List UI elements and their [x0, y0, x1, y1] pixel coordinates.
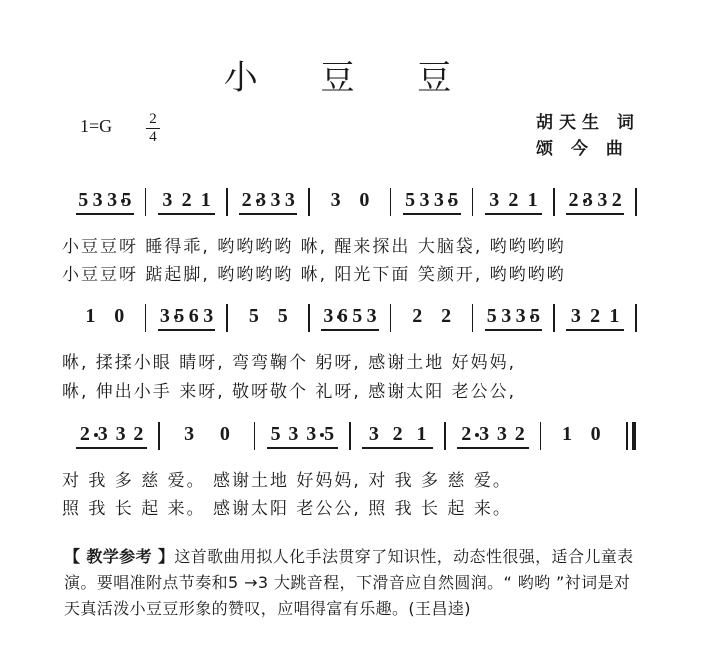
bar-line [472, 304, 474, 332]
note: 3 [570, 305, 581, 327]
note: 1 [416, 423, 427, 445]
bar-line [349, 422, 351, 450]
note: 3 [92, 189, 103, 211]
note: 3 [496, 423, 507, 445]
note: 3 [284, 189, 295, 211]
note: 3 [184, 423, 195, 445]
beam-line [76, 213, 134, 215]
note: 3 [330, 189, 341, 211]
time-signature-top: 2 [149, 111, 157, 127]
note: 5 [352, 305, 363, 327]
song-title: 小 豆 豆 [223, 58, 478, 98]
note: 5 [174, 305, 185, 327]
beam-line [403, 213, 461, 215]
note: 2 [514, 423, 525, 445]
beam-line [485, 329, 543, 331]
beam-line [321, 329, 379, 331]
note: 1 [85, 305, 96, 327]
note: 1 [609, 305, 620, 327]
beam-line [362, 447, 433, 449]
bar-line [308, 304, 310, 332]
note: 2 [508, 189, 519, 211]
beam-line [485, 213, 543, 215]
bar-line [308, 188, 310, 216]
note: 3 [162, 189, 173, 211]
score-row-1 [64, 190, 636, 220]
beam-line [239, 213, 297, 215]
row1-lyrics-verse2: 小豆豆呀 踮起脚, 哟哟哟哟 咻, 阳光下面 笑颜开, 哟哟哟哟 [62, 265, 566, 285]
note: 1 [527, 189, 538, 211]
bar-line [226, 188, 228, 216]
note: 3 [306, 423, 317, 445]
bar-line [444, 422, 446, 450]
note: 3 [597, 189, 608, 211]
note: 0 [590, 423, 601, 445]
note: 3 [288, 423, 299, 445]
note: 3 [256, 189, 267, 211]
note: 3 [501, 305, 512, 327]
bar-line [632, 422, 636, 450]
beam-line [566, 213, 624, 215]
note: 5 [277, 305, 288, 327]
note: 3 [366, 305, 377, 327]
note: 5 [270, 423, 281, 445]
note: 2 [441, 305, 452, 327]
beam-line [457, 447, 528, 449]
note: 0 [219, 423, 230, 445]
note: 2 [181, 189, 192, 211]
beam-line [267, 447, 338, 449]
note: 1 [200, 189, 211, 211]
time-signature-bottom: 4 [149, 129, 157, 145]
note: 5 [78, 189, 89, 211]
note: 5 [324, 423, 335, 445]
note: 3 [270, 189, 281, 211]
note: 2 [133, 423, 144, 445]
teaching-reference-label: 【 教学参考 】 [64, 547, 175, 566]
note: 3 [582, 189, 593, 211]
bar-line [390, 304, 392, 332]
row2-lyrics-verse2: 咻, 伸出小手 来呀, 敬呀敬个 礼呀, 感谢太阳 老公公, [62, 382, 517, 402]
bar-line [472, 188, 474, 216]
composer-credit: 颂 今 曲 [536, 139, 629, 159]
note: 2 [241, 189, 252, 211]
note: 3 [107, 189, 118, 211]
note: 6 [188, 305, 199, 327]
bar-line [635, 304, 637, 332]
bar-line [635, 188, 637, 216]
time-signature [146, 112, 160, 145]
note: 3 [419, 189, 430, 211]
note: 0 [114, 305, 125, 327]
key-signature: 1=G [80, 116, 113, 136]
bar-line [226, 304, 228, 332]
note: 2 [412, 305, 423, 327]
bar-line [145, 188, 147, 216]
bar-line [390, 188, 392, 216]
note: 5 [248, 305, 259, 327]
final-bar-line [626, 422, 628, 450]
beam-line [158, 213, 216, 215]
bar-line [145, 304, 147, 332]
note: 3 [323, 305, 334, 327]
note: 3 [115, 423, 126, 445]
note: 2 [611, 189, 622, 211]
bar-line [254, 422, 256, 450]
note: 6 [337, 305, 348, 327]
note: 3 [489, 189, 500, 211]
note: 2 [461, 423, 472, 445]
bar-line [158, 422, 160, 450]
note: 2 [568, 189, 579, 211]
teaching-reference-text: 这首歌曲用拟人化手法贯穿了知识性，动态性很强，适合儿童表演。要唱准附点节奏和5 →3 大跳音程，下滑音应自然圆润。“ 哟哟 ”衬词是对天真活泼小豆豆形象的赞叹，应唱得富有乐趣。(王昌逵) [64, 547, 634, 618]
teaching-reference [64, 544, 644, 622]
note: 5 [486, 305, 497, 327]
note: 2 [79, 423, 90, 445]
note: 3 [515, 305, 526, 327]
row1-lyrics-verse1: 小豆豆呀 睡得乖, 哟哟哟哟 咻, 醒来探出 大脑袋, 哟哟哟哟 [62, 237, 566, 257]
note: 0 [359, 189, 370, 211]
note: 3 [479, 423, 490, 445]
score-row-2 [64, 306, 636, 336]
bar-line [553, 304, 555, 332]
note: 3 [97, 423, 108, 445]
note: 3 [203, 305, 214, 327]
note: 3 [159, 305, 170, 327]
row3-lyrics-verse2: 照 我 长 起 来。 感谢太阳 老公公, 照 我 长 起 来。 [62, 499, 512, 519]
note: 3 [433, 189, 444, 211]
score-row-3 [64, 424, 636, 454]
note: 3 [368, 423, 379, 445]
note: 5 [530, 305, 541, 327]
bar-line [553, 188, 555, 216]
bar-line [540, 422, 542, 450]
note: 1 [562, 423, 572, 445]
beam-line [158, 329, 216, 331]
note: 5 [405, 189, 416, 211]
row2-lyrics-verse1: 咻, 揉揉小眼 睛呀, 弯弯鞠个 躬呀, 感谢土地 好妈妈, [62, 353, 517, 373]
beam-line [566, 329, 624, 331]
note: 2 [392, 423, 403, 445]
note: 2 [590, 305, 601, 327]
lyricist-credit: 胡天生 词 [536, 113, 640, 133]
note: 5 [448, 189, 459, 211]
beam-line [76, 447, 147, 449]
row3-lyrics-verse1: 对 我 多 慈 爱。 感谢土地 好妈妈, 对 我 多 慈 爱。 [62, 471, 512, 491]
note: 5 [121, 189, 132, 211]
